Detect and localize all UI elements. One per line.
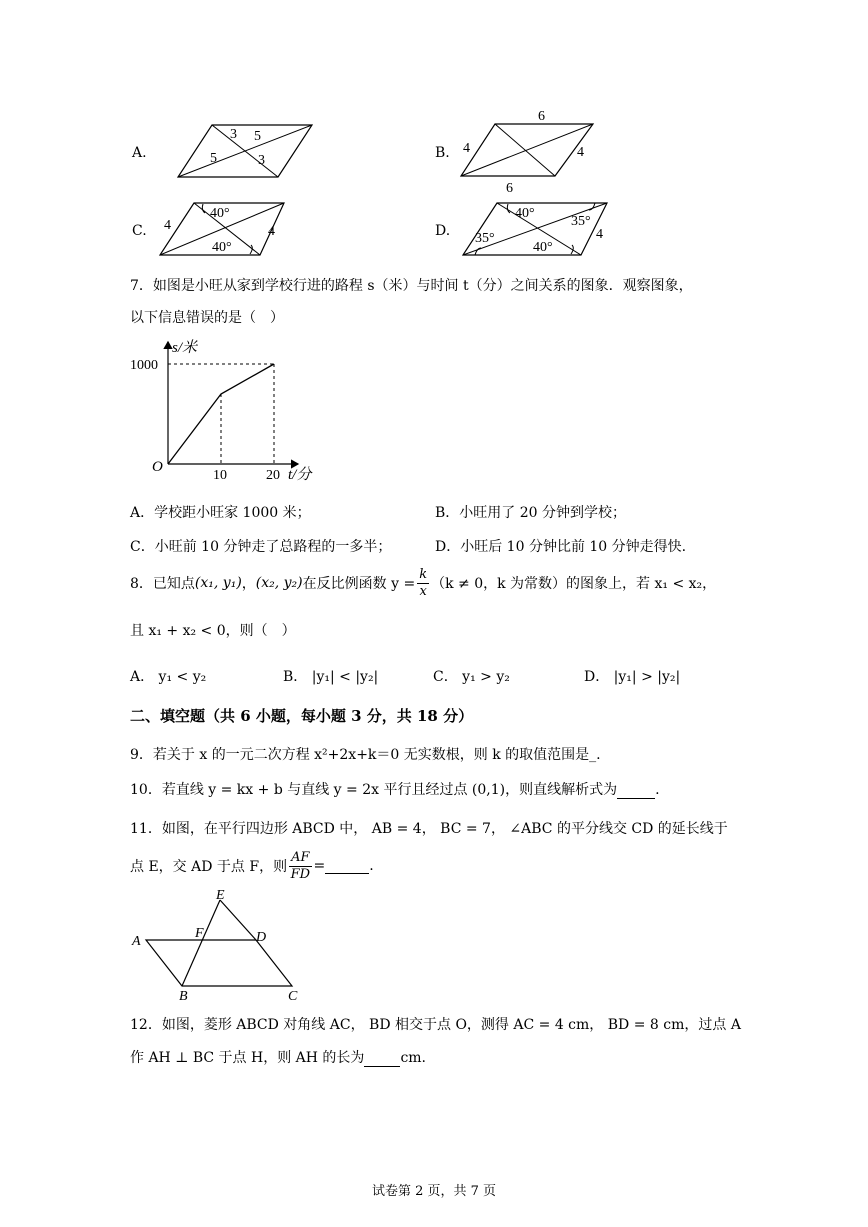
point-label: D (256, 930, 267, 945)
q7-option-d: D．小旺后 10 分钟比前 10 分钟走得快. (435, 539, 687, 555)
parallelogram-figure (150, 195, 350, 265)
q6-option-d (433, 195, 733, 265)
parallelogram-figure (453, 100, 653, 195)
q11-stem-line1: 11．如图，在平行四边形 ABCD 中， AB = 4， BC = 7， ∠ABC 的平分线交 CD 的延长线于 (130, 821, 728, 837)
x-tick-label: 10 (213, 468, 227, 483)
label: 40° (212, 240, 232, 255)
q8-stem-line2: 且 x₁ + x₂ < 0，则（ ） (130, 623, 296, 639)
q8-sep: ， (241, 576, 256, 592)
q11-fraction (289, 850, 311, 883)
q8-stem-line1 (130, 565, 716, 601)
label: 5 (254, 129, 261, 144)
label: 4 (164, 218, 171, 233)
label: 3 (230, 127, 237, 142)
q7-graph (130, 336, 330, 486)
q8-option-b: B． |y₁| < |y₂| (283, 669, 379, 685)
label: 5 (210, 151, 217, 166)
q12-stem-line2 (130, 1047, 426, 1067)
q10-stem: 10．若直线 y = kx + b 与直线 y = 2x 平行且经过点 (0,1)，则直线解析式为 (130, 782, 618, 798)
label: 4 (268, 224, 275, 239)
q12-end: cm. (400, 1050, 427, 1066)
q6-option-b (433, 100, 733, 195)
q6-option-a (130, 110, 430, 190)
point-label: F (195, 926, 204, 941)
q12-stem-line1: 12．如图，菱形 ABCD 对角线 AC， BD 相交于点 O，测得 AC = 4 cm， BD = 8 cm，过点 A (130, 1017, 741, 1033)
q11-end: . (369, 858, 374, 874)
page-footer: 试卷第 2 页，共 7 页 (371, 1184, 497, 1199)
q11-equals: = (313, 858, 326, 874)
label: 35° (475, 231, 495, 246)
label: 6 (506, 181, 513, 195)
q11-line2-pre: 点 E，交 AD 于点 F，则 (130, 859, 288, 875)
point-label: C (288, 989, 298, 1004)
label: 3 (258, 153, 265, 168)
point-label: B (179, 989, 188, 1004)
fraction-numerator: k (419, 566, 428, 582)
option-key: B. (435, 145, 450, 161)
fraction-denominator: x (419, 583, 427, 599)
q7-stem-line2: 以下信息错误的是（ ） (130, 310, 284, 326)
q9-text: 9．若关于 x 的一元二次方程 x²+2x+k＝0 无实数根，则 k 的取值范围是_. (130, 747, 601, 763)
q11-stem-line2 (130, 846, 374, 886)
label: 6 (538, 109, 545, 124)
label: 4 (596, 227, 603, 242)
q10-end: . (655, 782, 660, 798)
q8-prefix: 8．已知点 (130, 576, 195, 592)
point-label: E (216, 888, 225, 903)
q8-fraction (417, 567, 429, 600)
q8-suffix: （k ≠ 0，k 为常数）的图象上，若 x₁ < x₂， (431, 576, 717, 592)
section-title: 二、填空题（共 6 小题，每小题 3 分，共 18 分） (130, 707, 474, 725)
parallelogram-figure (150, 110, 410, 190)
q12-stem: 作 AH ⊥ BC 于点 H，则 AH 的长为 (130, 1050, 365, 1066)
x-tick-label: 20 (266, 468, 280, 483)
q8-mid: 在反比例函数 y = (302, 576, 416, 592)
label: 40° (515, 206, 535, 221)
fraction-numerator: AF (291, 849, 310, 865)
label: 4 (463, 141, 470, 156)
q7-option-a: A．学校距小旺家 1000 米； (130, 505, 311, 521)
label: 40° (210, 206, 230, 221)
option-key: C. (132, 223, 147, 239)
y-tick-label: 1000 (130, 358, 158, 373)
option-key: D. (435, 223, 451, 239)
answer-blank[interactable] (325, 859, 369, 874)
q10-text (130, 779, 660, 799)
label: 35° (571, 214, 591, 229)
x-axis-label: t/分 (288, 467, 312, 483)
origin-label: O (152, 459, 163, 475)
fraction-denominator: FD (290, 866, 311, 882)
q7-stem-line1: 7．如图是小旺从家到学校行进的路程 s（米）与时间 t（分）之间关系的图象．观察图象， (130, 278, 693, 294)
q6-option-c (130, 195, 430, 265)
q7-option-c: C．小旺前 10 分钟走了总路程的一多半； (130, 539, 392, 555)
answer-blank[interactable] (617, 784, 655, 799)
parallelogram-figure (453, 195, 653, 265)
q8-option-c: C． y₁ > y₂ (433, 669, 510, 685)
q7-option-b: B．小旺用了 20 分钟到学校； (435, 505, 627, 521)
q8-point-2: (x₂, y₂) (255, 575, 303, 591)
q8-option-d: D． |y₁| > |y₂| (584, 669, 681, 685)
point-label: A (132, 934, 141, 949)
label: 40° (533, 240, 553, 255)
option-key: A. (132, 145, 147, 161)
label: 4 (577, 145, 584, 160)
q8-option-a: A． y₁ < y₂ (130, 669, 207, 685)
answer-blank[interactable] (364, 1052, 400, 1067)
y-axis-label: s/米 (172, 340, 198, 356)
q8-point-1: (x₁, y₁) (194, 575, 242, 591)
q11-figure (128, 888, 318, 1008)
